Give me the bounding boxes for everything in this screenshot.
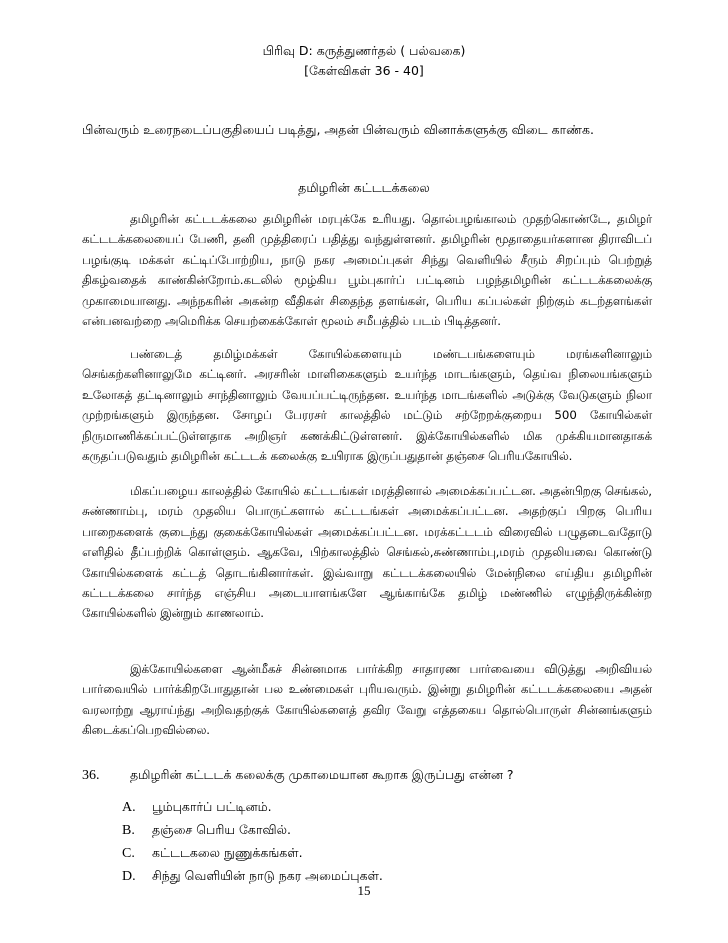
option-text: கட்டடகலை நுணுக்கங்கள். <box>152 845 303 860</box>
page-number: 15 <box>357 883 371 898</box>
option-a[interactable] <box>122 799 272 816</box>
passage-paragraph-4 <box>82 659 652 741</box>
question-number: 36. <box>82 768 100 783</box>
questions-range: [கேள்விகள் 36 - 40] <box>304 63 424 78</box>
paragraph-text: பண்டைத் தமிழ்மக்கள் கோயில்களையும் மண்டபங்களையும் மரங்களினாலும் செங்கற்களினாலுமே கட்டினர். அரசரின் மாளிகைகளும் உயர்ந்த மாடங்களும், தெய்வ நிலையங்களும் உலோகத் தட்டினாலும் சாந்தினாலும் வேயப்பட்டிருந்தன. உயர்ந்த மாடங்களில் அடுக்கு வேடுகளும் நிலா முற்றங்களும் இருந்தன. சோழப் பேரரசர் காலத்தில் மட்டும் சற்றேறக்குறைய 500 கோயில்கள் நிருமாணிக்கப்பட்டுள்ளதாக அறிஞர் கணக்கிட்டுள்ளனர். இக்கோயில்களில் மிக முக்கியமானதாகக் கருதப்படுவதும் தமிழரின் கட்டடக் கலைக்கு உயிராக இருப்பதுதான் தஞ்சை பெரியகோயில். <box>82 347 652 464</box>
question-text: தமிழரின் கட்டடக் கலைக்கு முகாமையான கூறாக இருப்பது என்ன ? <box>130 767 514 782</box>
option-label: D. <box>122 869 136 884</box>
passage-paragraph-1 <box>82 209 652 331</box>
option-text: தஞ்சை பெரிய கோவில். <box>152 822 291 837</box>
option-b[interactable] <box>122 822 291 839</box>
section-heading: பிரிவு D: கருத்துணர்தல் ( பல்வகை) <box>262 43 466 58</box>
passage-paragraph-3 <box>82 481 652 624</box>
passage-title: தமிழரின் கட்டடக்கலை <box>298 180 430 195</box>
instruction-text: பின்வரும் உரைநடைப்பகுதியைப் படித்து, அதன் பின்வரும் வினாக்களுக்கு விடை காண்க. <box>82 122 595 137</box>
option-c[interactable] <box>122 845 303 862</box>
option-label: C. <box>122 846 135 861</box>
option-label: B. <box>122 823 135 838</box>
passage-paragraph-2 <box>82 344 652 466</box>
question-36 <box>82 767 514 784</box>
option-text: சிந்து வெளியின் நாடு நகர அமைப்புகள். <box>152 868 383 883</box>
option-label: A. <box>122 800 136 815</box>
paragraph-text: தமிழரின் கட்டடக்கலை தமிழரின் மரபுக்கே உரியது. தொல்பழங்காலம் முதற்கொண்டே, தமிழர் கட்டடக்கலையைப் பேணி, தனி முத்திரைப் பதித்து வந்துள்ளனர். தமிழரின் மூதாதையர்களான திராவிடப் பழங்குடி மக்கள் கட்டிப்போற்றிய, நாடு நகர அமைப்புகள் சிந்து வெளியில் சீரும் சிறப்பும் பெற்றுத் திகழ்வதைக் காண்கின்றோம்.கடலில் மூழ்கிய பூம்புகார்ப் பட்டினம் பழந்தமிழரின் கட்டடக்கலைக்கு முகாமையானது. அந்நகரின் அகன்ற வீதிகள் சிதைந்த தளங்கள், பெரிய கப்பல்கள் நிற்கும் கடற்தளங்கள் என்பனவற்றை அமெரிக்க செயற்கைக்கோள் மூலம் சமீபத்தில் படம் பிடித்தனர். <box>82 212 652 329</box>
paragraph-text: மிகப்பழைய காலத்தில் கோயில் கட்டடங்கள் மரத்தினால் அமைக்கப்பட்டன. அதன்பிறகு செங்கல், சுண்ணாம்பு, மரம் முதலிய பொருட்களால் கட்டடங்கள் அமைக்கப்பட்டன. அதற்குப் பிறகு பெரிய பாறைகளைக் குடைந்து குகைக்கோயில்கள் அமைக்கப்பட்டன. மரக்கட்டடம் விரைவில் பழுதடைவதோடு எளிதில் தீப்பற்றிக் கொள்ளும். ஆகவே, பிற்காலத்தில் செங்கல்,சுண்ணாம்பு,மரம் முதலியவை கொண்டு கோயில்களைக் கட்டத் தொடங்கினார்கள். இவ்வாறு கட்டடக்கலையில் மேன்நிலை எய்திய தமிழரின் கட்டடக்கலை சார்ந்த எஞ்சிய அடையாளங்களே ஆங்காங்கே தமிழ் மண்ணில் எழுந்திருக்கின்ற கோயில்களில் இன்றும் காணலாம். <box>82 484 652 621</box>
paragraph-text: இக்கோயில்களை ஆன்மீகச் சின்னமாக பார்க்கிற சாதாரண பார்வையை விடுத்து அறிவியல் பார்வையில் பார்க்கிறபோதுதான் பல உண்மைகள் புரியவரும். இன்று தமிழரின் கட்டடக்கலையை அதன் வரலாற்று ஆராய்ந்து அறிவதற்குக் கோயில்களைத் தவிர வேறு எத்தகைய தொல்பொருள் சின்னங்களும் கிடைக்கப்பெறவில்லை. <box>82 662 652 738</box>
option-text: பூம்புகார்ப் பட்டினம். <box>152 799 272 814</box>
